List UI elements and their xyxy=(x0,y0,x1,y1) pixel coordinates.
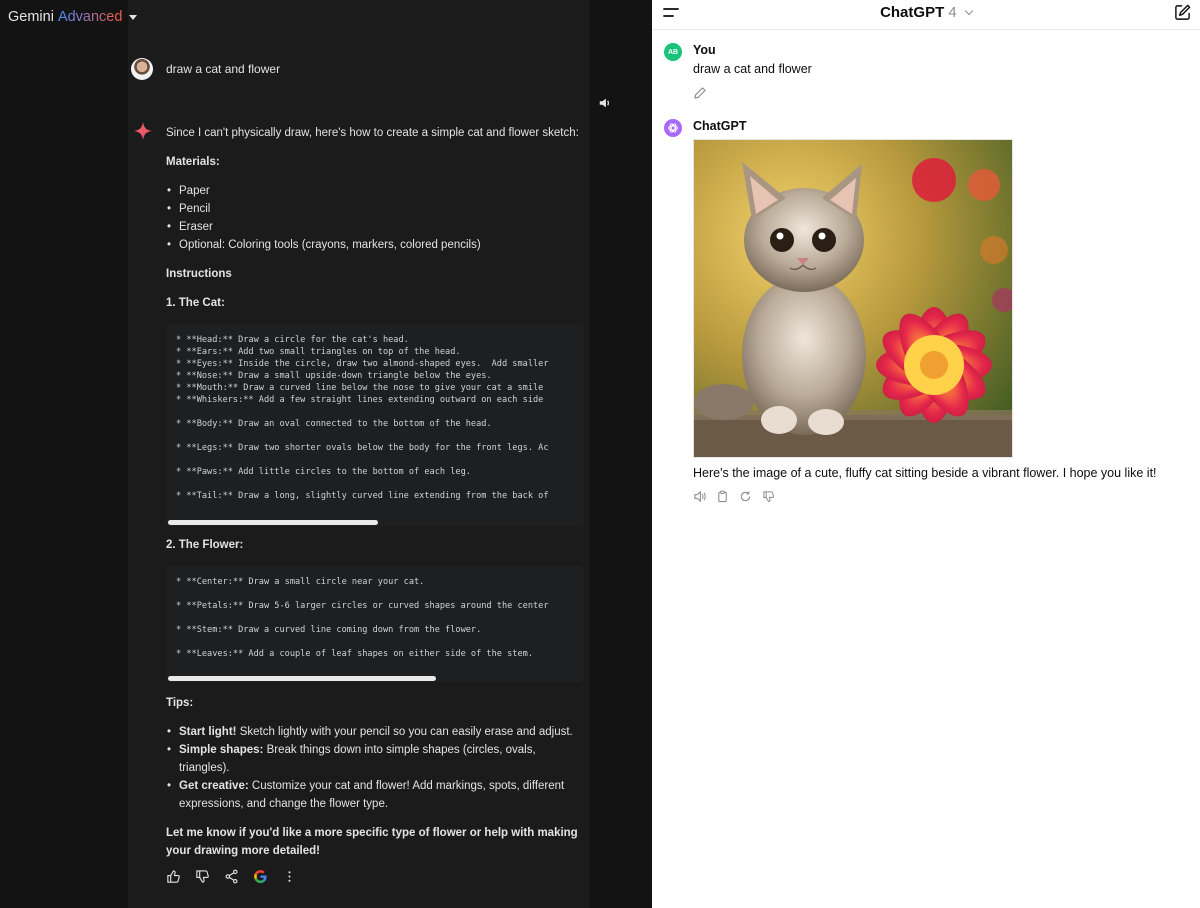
list-item: • Eraser xyxy=(166,218,586,236)
materials-heading: Materials: xyxy=(166,156,220,168)
code-block-cat[interactable] xyxy=(166,324,584,526)
speaker-icon[interactable] xyxy=(693,490,706,503)
list-item: • Start light! Sketch lightly with your pencil so you can easily erase and adjust. xyxy=(166,723,586,741)
code-block-flower[interactable] xyxy=(166,566,584,682)
edit-message-icon[interactable] xyxy=(693,86,707,100)
code-block-text: * **Center:** Draw a small circle near your cat. * **Petals:** Draw 5-6 larger circles or curved shapes around the center * **Stem:** Draw a curved line coming down from the flower. * **Leaves:** Add a couple of leaf shapes on either side of the stem. xyxy=(176,577,549,659)
generated-image[interactable] xyxy=(693,139,1013,458)
tips-list xyxy=(166,723,586,813)
gemini-model-selector[interactable] xyxy=(8,9,137,25)
list-item: • Simple shapes: Break things down into simple shapes (circles, ovals, triangles). xyxy=(166,741,586,777)
list-item: • Pencil xyxy=(166,200,586,218)
materials-list xyxy=(166,182,586,254)
tips-heading: Tips: xyxy=(166,697,194,709)
chatgpt-pane xyxy=(652,0,1200,908)
thumbs-up-icon[interactable] xyxy=(166,869,181,884)
code-scrollbar[interactable] xyxy=(168,520,378,525)
regenerate-icon[interactable] xyxy=(739,490,752,503)
share-icon[interactable] xyxy=(224,869,239,884)
gemini-response-tips xyxy=(166,694,586,860)
gemini-title-accent: Advanced xyxy=(57,9,123,25)
new-chat-icon[interactable] xyxy=(1174,4,1191,21)
gemini-spark-icon xyxy=(133,121,153,141)
code-scrollbar[interactable] xyxy=(168,676,436,681)
chatgpt-header xyxy=(652,0,1200,30)
model-version: 4 xyxy=(948,4,957,21)
list-item: • Get creative: Customize your cat and flower! Add markings, spots, different expressions, and change the flower type. xyxy=(166,777,586,813)
thumbs-down-icon[interactable] xyxy=(762,490,775,503)
thumbs-down-icon[interactable] xyxy=(195,869,210,884)
model-selector[interactable] xyxy=(652,4,1200,21)
closing-text: Let me know if you'd like a more specific type of flower or help with making your drawing more detailed! xyxy=(166,827,578,857)
speaker-icon[interactable] xyxy=(598,96,612,110)
gemini-response-actions xyxy=(166,869,297,884)
gemini-response-step2 xyxy=(166,536,586,554)
user-avatar xyxy=(131,58,153,80)
user-message: draw a cat and flower xyxy=(693,62,812,76)
assistant-reply: Here's the image of a cute, fluffy cat sitting beside a vibrant flower. I hope you like it! xyxy=(693,466,1157,480)
user-name: You xyxy=(693,43,716,57)
caret-down-icon xyxy=(129,15,137,20)
instructions-heading: Instructions xyxy=(166,268,232,280)
assistant-name: ChatGPT xyxy=(693,119,747,133)
chevron-down-icon xyxy=(965,7,973,15)
user-prompt: draw a cat and flower xyxy=(166,62,281,76)
response-intro: Since I can't physically draw, here's how to create a simple cat and flower sketch: xyxy=(166,127,579,139)
assistant-message-actions xyxy=(693,490,775,503)
more-vert-icon[interactable] xyxy=(282,869,297,884)
code-block-text: * **Head:** Draw a circle for the cat's head. * **Ears:** Add two small triangles on top of the head. * **Eyes:** Inside the circle, draw two almond-shaped eyes. Add smaller * **Nose:** Draw a small upside-down triangle below the eyes. * **Mouth:** Draw a curved line below the nose to give your cat a smile * **Whiskers:** Add a few straight lines extending outward on each side * **Body:** Draw an oval connected to the bottom of the head. * **Legs:** Draw two shorter ovals below the body for the front legs. Ac * **Paws:** Add little circles to the bottom of each leg. * **Tail:** Draw a long, slightly curved line extending from the back of xyxy=(176,335,549,501)
copy-icon[interactable] xyxy=(716,490,729,503)
chatgpt-avatar xyxy=(664,119,682,137)
openai-logo-icon xyxy=(667,122,679,134)
list-item: • Optional: Coloring tools (crayons, markers, colored pencils) xyxy=(166,236,586,254)
step1-heading: 1. The Cat: xyxy=(166,297,225,309)
cat-and-flower-image xyxy=(694,140,1013,458)
gemini-title: Gemini xyxy=(8,9,54,25)
gemini-response xyxy=(166,124,586,312)
step2-heading: 2. The Flower: xyxy=(166,539,244,551)
google-icon[interactable] xyxy=(253,869,268,884)
user-avatar: AB xyxy=(664,43,682,61)
chatgpt-title: ChatGPT xyxy=(880,4,945,21)
list-item: • Paper xyxy=(166,182,586,200)
